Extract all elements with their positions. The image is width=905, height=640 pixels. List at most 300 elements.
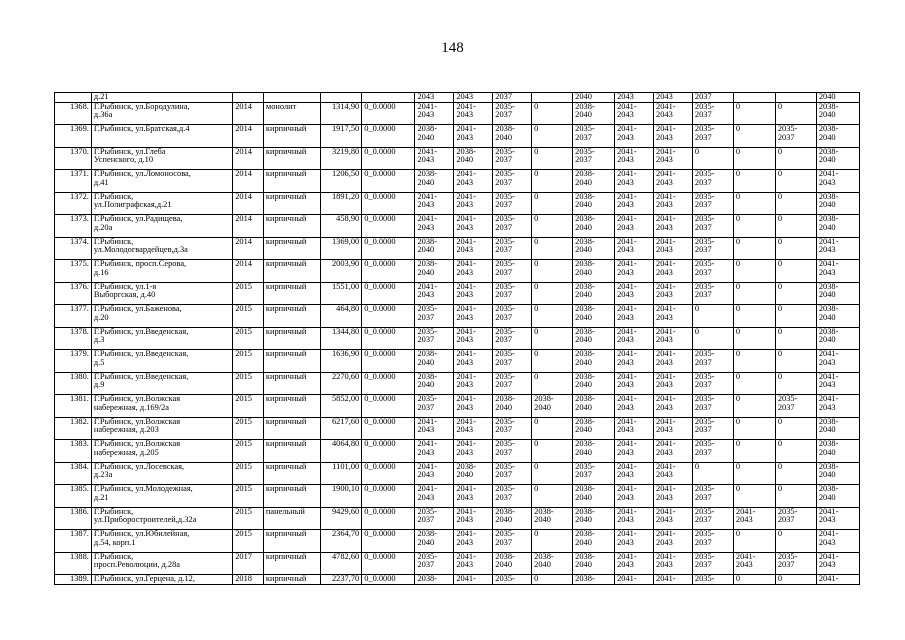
table-cell: Г.Рыбинск, ул.Введенская, д.9	[91, 372, 232, 395]
table-cell: 2041- 2043	[415, 417, 454, 440]
table-cell: 2041- 2043	[816, 170, 859, 193]
table-row	[55, 327, 860, 350]
table-row	[55, 395, 860, 418]
table-cell: 0	[692, 462, 733, 485]
table-cell: 2041- 2043	[816, 260, 859, 283]
table-cell: 0	[733, 395, 775, 418]
table-cell: 2038- 2040	[816, 192, 859, 215]
table-cell: 2038- 2040	[573, 215, 615, 238]
table-cell: Г.Рыбинск, ул.Глеба Успенского, д.10	[91, 147, 232, 170]
table-cell: 2038- 2040	[415, 350, 454, 373]
table-cell: 2041- 2043	[654, 507, 693, 530]
table-cell: 2035- 2037	[692, 125, 733, 148]
table-cell: кирпичный	[263, 575, 320, 585]
table-cell: 2017	[233, 552, 264, 575]
table-cell: 2041- 2043	[615, 530, 654, 553]
table-cell: 2014	[233, 237, 264, 260]
table-cell: 0	[733, 305, 775, 328]
table-cell: 2038- 2040	[573, 507, 615, 530]
table-cell: 0	[733, 462, 775, 485]
table-cell: 2041- 2043	[733, 507, 775, 530]
table-cell: 2041- 2043	[816, 552, 859, 575]
table-cell: 2035- 2037	[692, 237, 733, 260]
table-cell: 0	[532, 305, 573, 328]
table-cell: 2015	[233, 485, 264, 508]
table-cell: 0_0.0000	[362, 260, 415, 283]
table-cell: 0	[733, 102, 775, 125]
table-row	[55, 260, 860, 283]
table-cell: 2038- 2040	[573, 282, 615, 305]
table-cell: 0	[532, 237, 573, 260]
table-cell: 0_0.0000	[362, 102, 415, 125]
table-cell: 2041- 2043	[654, 350, 693, 373]
table-cell: Г.Рыбинск, ул.Приборостроителей,д.32а	[91, 507, 232, 530]
table-cell: 2035- 2037	[493, 215, 532, 238]
table-cell: 2041- 2043	[454, 282, 493, 305]
table-cell: 2014	[233, 192, 264, 215]
table-cell: 2037	[493, 93, 532, 103]
table-cell: 2041- 2043	[654, 192, 693, 215]
table-cell: 0_0.0000	[362, 440, 415, 463]
table-cell: 464,80	[321, 305, 362, 328]
table-cell: 2041- 2043	[654, 485, 693, 508]
table-cell: 0	[692, 327, 733, 350]
table-cell: 2035- 2037	[692, 260, 733, 283]
table-row	[55, 192, 860, 215]
table-cell: 2041- 2043	[615, 350, 654, 373]
table-cell: 0	[775, 215, 816, 238]
table-cell: кирпичный	[263, 462, 320, 485]
table-cell: Г.Рыбинск, ул.Молодежная, д.21	[91, 485, 232, 508]
table-cell	[532, 93, 573, 103]
table-cell: 2038- 2040	[816, 147, 859, 170]
table-cell: 1372.	[55, 192, 92, 215]
table-cell: 0	[775, 260, 816, 283]
table-cell: 2038- 2040	[454, 147, 493, 170]
table-row	[55, 102, 860, 125]
table-cell: 1375.	[55, 260, 92, 283]
table-cell: 2035- 2037	[493, 147, 532, 170]
table-cell: 1378.	[55, 327, 92, 350]
table-cell: 2035- 2037	[493, 327, 532, 350]
table-cell: 2035- 2037	[692, 282, 733, 305]
table-cell: 1382.	[55, 417, 92, 440]
table-cell: 2038- 2040	[816, 327, 859, 350]
table-cell: 2038- 2040	[573, 530, 615, 553]
table-cell: 2038- 2040	[454, 462, 493, 485]
table-cell: 2041- 2043	[415, 440, 454, 463]
table-cell: 2038- 2040	[415, 125, 454, 148]
table-cell: 2041-	[816, 575, 859, 585]
table-cell: 2041- 2043	[615, 552, 654, 575]
table-row	[55, 147, 860, 170]
table-cell: 2014	[233, 215, 264, 238]
table-cell: 2041- 2043	[415, 147, 454, 170]
table-cell: 2041- 2043	[654, 170, 693, 193]
table-cell: 2041- 2043	[454, 215, 493, 238]
table-cell: 1314,90	[321, 102, 362, 125]
table-cell: Г.Рыбинск, просп.Серова, д.16	[91, 260, 232, 283]
table-cell: Г.Рыбинск, ул.Полиграфская,д.21	[91, 192, 232, 215]
table-cell: 1900,10	[321, 485, 362, 508]
table-cell: 2270,60	[321, 372, 362, 395]
table-cell: 2043	[415, 93, 454, 103]
table-cell: 2038- 2040	[816, 282, 859, 305]
table-cell: 0	[733, 282, 775, 305]
table-cell: 1383.	[55, 440, 92, 463]
table-cell: 0	[692, 305, 733, 328]
table-cell: 2015	[233, 417, 264, 440]
table-cell: 0_0.0000	[362, 462, 415, 485]
table-cell: 0	[775, 147, 816, 170]
table-cell: 1368.	[55, 102, 92, 125]
table-cell: 0	[775, 237, 816, 260]
table-cell: 2041- 2043	[816, 507, 859, 530]
table-cell: 0	[733, 440, 775, 463]
table-cell: 2038- 2040	[573, 440, 615, 463]
table-cell: 0_0.0000	[362, 170, 415, 193]
table-cell: 0	[775, 372, 816, 395]
table-cell: 4064,80	[321, 440, 362, 463]
table-cell	[733, 93, 775, 103]
table-cell: Г.Рыбинск, ул.Волжская набережная, д.203	[91, 417, 232, 440]
table-cell: 1389.	[55, 575, 92, 585]
table-cell: 2035- 2037	[692, 530, 733, 553]
table-row	[55, 485, 860, 508]
table-cell: 2041- 2043	[816, 530, 859, 553]
table-cell: 1384.	[55, 462, 92, 485]
table-cell: 458,90	[321, 215, 362, 238]
table-cell: 2364,70	[321, 530, 362, 553]
table-cell: 0	[532, 215, 573, 238]
table-cell: Г.Рыбинск, ул.Баженова, д.20	[91, 305, 232, 328]
housing-repair-schedule-table	[54, 92, 860, 585]
table-cell: 0	[733, 192, 775, 215]
table-cell: кирпичный	[263, 530, 320, 553]
table-cell: 2003,90	[321, 260, 362, 283]
table-cell: 2014	[233, 125, 264, 148]
table-cell: 2041-	[454, 575, 493, 585]
table-cell: 0	[532, 327, 573, 350]
table-cell: 2035- 2037	[415, 395, 454, 418]
table-cell: 0	[733, 147, 775, 170]
table-cell: 2015	[233, 372, 264, 395]
table-cell: 2038- 2040	[816, 305, 859, 328]
table-cell: 2041- 2043	[654, 125, 693, 148]
table-cell: 2035- 2037	[692, 372, 733, 395]
table-cell: 2043	[654, 93, 693, 103]
table-cell: 2014	[233, 170, 264, 193]
table-cell: 2041- 2043	[615, 260, 654, 283]
table-cell: 2041- 2043	[615, 462, 654, 485]
table-row	[55, 372, 860, 395]
table-cell: 0	[733, 260, 775, 283]
table-row	[55, 282, 860, 305]
table-cell: 2041- 2043	[454, 305, 493, 328]
table-cell: 0_0.0000	[362, 192, 415, 215]
table-cell: 2041- 2043	[454, 440, 493, 463]
table-cell: 2035- 2037	[692, 170, 733, 193]
table-cell: 0	[775, 485, 816, 508]
table-cell: 1369,00	[321, 237, 362, 260]
table-cell: 2038- 2040	[415, 237, 454, 260]
table-cell: 0_0.0000	[362, 237, 415, 260]
table-cell: 2041- 2043	[654, 260, 693, 283]
table-cell	[233, 93, 264, 103]
table-cell: 2038- 2040	[415, 372, 454, 395]
table-cell: кирпичный	[263, 192, 320, 215]
table-cell: кирпичный	[263, 147, 320, 170]
table-cell: 2041- 2043	[615, 395, 654, 418]
table-cell	[775, 93, 816, 103]
table-cell: кирпичный	[263, 215, 320, 238]
table-cell: 2035- 2037	[573, 125, 615, 148]
table-cell: Г.Рыбинск, ул.Радищева, д.20а	[91, 215, 232, 238]
table-cell: 1376.	[55, 282, 92, 305]
table-cell: 0	[733, 350, 775, 373]
table-cell: 2038- 2040	[415, 530, 454, 553]
table-cell: 2041- 2043	[654, 530, 693, 553]
table-cell: 2035- 2037	[493, 530, 532, 553]
table-cell: 0	[733, 215, 775, 238]
table-cell: кирпичный	[263, 260, 320, 283]
table-cell: 0_0.0000	[362, 530, 415, 553]
table-cell: 0	[775, 575, 816, 585]
table-cell: 2041- 2043	[615, 215, 654, 238]
table-cell	[263, 93, 320, 103]
table-cell: 1387.	[55, 530, 92, 553]
table-cell: 0	[775, 462, 816, 485]
table-cell: 2035- 2037	[493, 192, 532, 215]
table-cell: 2038- 2040	[493, 395, 532, 418]
table-cell: 2015	[233, 327, 264, 350]
table-cell: 2035- 2037	[415, 507, 454, 530]
table-cell: 0	[733, 237, 775, 260]
table-cell: д.21	[91, 93, 232, 103]
table-cell: 2041-	[654, 575, 693, 585]
table-cell: 2038- 2040	[573, 305, 615, 328]
table-cell: 2041- 2043	[454, 485, 493, 508]
table-cell: 2040	[573, 93, 615, 103]
table-cell: 2038- 2040	[816, 125, 859, 148]
table-cell: 2038- 2040	[493, 125, 532, 148]
table-row	[55, 507, 860, 530]
table-cell: 0	[775, 530, 816, 553]
table-cell: 0_0.0000	[362, 395, 415, 418]
table-cell: 1381.	[55, 395, 92, 418]
table-cell: 0_0.0000	[362, 350, 415, 373]
table-cell: кирпичный	[263, 327, 320, 350]
table-cell: 2035- 2037	[493, 102, 532, 125]
table-cell: Г.Рыбинск, ул.Бородулина, д.36а	[91, 102, 232, 125]
table-cell: 2041- 2043	[454, 125, 493, 148]
table-cell: Г.Рыбинск, ул.Волжская набережная, д.205	[91, 440, 232, 463]
table-cell: 2035- 2037	[692, 417, 733, 440]
table-row	[55, 552, 860, 575]
table-cell: 0	[532, 575, 573, 585]
table-cell: 2041- 2043	[454, 530, 493, 553]
table-cell: 2015	[233, 282, 264, 305]
table-cell: Г.Рыбинск, ул.Введенская, д.3	[91, 327, 232, 350]
table-cell: 2014	[233, 102, 264, 125]
table-cell: кирпичный	[263, 350, 320, 373]
table-cell: 2041-	[615, 575, 654, 585]
table-cell: 2015	[233, 507, 264, 530]
table-cell: 2015	[233, 440, 264, 463]
table-cell: 2041- 2043	[454, 102, 493, 125]
table-cell: 2038- 2040	[573, 417, 615, 440]
table-cell	[362, 93, 415, 103]
table-cell: монолит	[263, 102, 320, 125]
table-cell: 2035- 2037	[493, 350, 532, 373]
table-cell: 0	[775, 170, 816, 193]
table-cell: Г.Рыбинск, ул.Юбилейная, д.54, корп.1	[91, 530, 232, 553]
table-cell: 2038- 2040	[415, 170, 454, 193]
table-cell: 2038-	[573, 575, 615, 585]
table-row	[55, 417, 860, 440]
table-cell: кирпичный	[263, 440, 320, 463]
table-cell: 2041- 2043	[654, 215, 693, 238]
table-cell: 2041- 2043	[454, 327, 493, 350]
table-cell: 2041- 2043	[816, 395, 859, 418]
table-cell: 0	[775, 440, 816, 463]
table-cell: 4782,60	[321, 552, 362, 575]
table-cell: 2041- 2043	[654, 327, 693, 350]
table-cell: 2038- 2040	[573, 350, 615, 373]
table-cell: 0	[532, 125, 573, 148]
table-cell: 2041- 2043	[415, 192, 454, 215]
table-cell: 0_0.0000	[362, 507, 415, 530]
table-cell: 0	[775, 192, 816, 215]
table-cell: 2015	[233, 305, 264, 328]
table-cell: 0	[733, 530, 775, 553]
table-cell: 0	[775, 102, 816, 125]
table-cell	[321, 93, 362, 103]
table-cell: 2038- 2040	[532, 552, 573, 575]
table-cell: 1101,00	[321, 462, 362, 485]
table-cell: 0_0.0000	[362, 215, 415, 238]
table-cell: 2041- 2043	[615, 170, 654, 193]
table-cell: 0	[532, 170, 573, 193]
table-cell: 0_0.0000	[362, 305, 415, 328]
table-cell: 2038- 2040	[816, 215, 859, 238]
table-cell: Г.Рыбинск, ул.1-я Выборгская, д.40	[91, 282, 232, 305]
table-cell: кирпичный	[263, 305, 320, 328]
table-cell: кирпичный	[263, 237, 320, 260]
table-cell: 3219,80	[321, 147, 362, 170]
table-cell: 2041- 2043	[415, 282, 454, 305]
table-cell: 2041- 2043	[454, 260, 493, 283]
table-row	[55, 462, 860, 485]
table-cell: 2035- 2037	[692, 485, 733, 508]
table-cell: 2041- 2043	[654, 552, 693, 575]
table-cell: 2041- 2043	[654, 147, 693, 170]
table-cell: 0	[532, 350, 573, 373]
table-cell: 2035- 2037	[493, 282, 532, 305]
table-cell: 2038- 2040	[816, 462, 859, 485]
table-cell: 6217,60	[321, 417, 362, 440]
table-cell: 0_0.0000	[362, 552, 415, 575]
table-cell: 0_0.0000	[362, 327, 415, 350]
table-cell: 1371.	[55, 170, 92, 193]
table-cell: кирпичный	[263, 485, 320, 508]
table-cell: 2041- 2043	[816, 237, 859, 260]
table-cell: 2038- 2040	[532, 507, 573, 530]
table-cell: 2035- 2037	[493, 440, 532, 463]
table-cell: 2035- 2037	[692, 215, 733, 238]
table-cell: Г.Рыбинск, ул.Молодогвардейцев,д.3а	[91, 237, 232, 260]
table-cell: кирпичный	[263, 417, 320, 440]
table-cell: 2035- 2037	[692, 102, 733, 125]
table-cell: 2038- 2040	[573, 372, 615, 395]
table-cell: 2038- 2040	[493, 507, 532, 530]
table-row	[55, 350, 860, 373]
table-cell: 2041- 2043	[454, 350, 493, 373]
table-cell: 2041- 2043	[615, 282, 654, 305]
table-cell: 0	[532, 530, 573, 553]
table-cell: 1369.	[55, 125, 92, 148]
table-cell: 2035- 2037	[775, 552, 816, 575]
table-cell: 2038- 2040	[573, 192, 615, 215]
table-cell: 2035- 2037	[493, 170, 532, 193]
table-cell: 0_0.0000	[362, 575, 415, 585]
table-cell: кирпичный	[263, 552, 320, 575]
table-cell: 2041- 2043	[654, 305, 693, 328]
table-cell: 0_0.0000	[362, 485, 415, 508]
table-cell: 2040	[816, 93, 859, 103]
table-cell: 2041- 2043	[615, 485, 654, 508]
table-cell: 1374.	[55, 237, 92, 260]
table-cell: 0	[733, 327, 775, 350]
table-cell: 1379.	[55, 350, 92, 373]
table-cell: 2038- 2040	[573, 327, 615, 350]
table-cell: 2041- 2043	[415, 485, 454, 508]
table-cell: 2038- 2040	[532, 395, 573, 418]
table-cell: 0	[733, 372, 775, 395]
table-cell: 2043	[615, 93, 654, 103]
table-cell: 0_0.0000	[362, 125, 415, 148]
table-cell: 2035- 2037	[692, 395, 733, 418]
table-cell: 0	[532, 485, 573, 508]
table-cell: 2041- 2043	[733, 552, 775, 575]
table-cell: 1917,50	[321, 125, 362, 148]
table-cell: 2041- 2043	[816, 372, 859, 395]
table-cell: 2041- 2043	[654, 372, 693, 395]
table-cell: 2035- 2037	[573, 462, 615, 485]
table-cell: 1373.	[55, 215, 92, 238]
table-cell: 2237,70	[321, 575, 362, 585]
table-cell: 2041- 2043	[615, 440, 654, 463]
table-cell: 2041- 2043	[615, 102, 654, 125]
table-cell: 1380.	[55, 372, 92, 395]
table-cell: кирпичный	[263, 395, 320, 418]
table-row	[55, 125, 860, 148]
table-cell: 1370.	[55, 147, 92, 170]
table-row	[55, 93, 860, 103]
table-cell: 2041- 2043	[454, 395, 493, 418]
table-cell: 2035-	[692, 575, 733, 585]
table-cell: 2038- 2040	[493, 552, 532, 575]
table-cell: 1386.	[55, 507, 92, 530]
table-cell: 2041- 2043	[615, 125, 654, 148]
table-cell: 0	[775, 282, 816, 305]
table-cell: 1377.	[55, 305, 92, 328]
table-cell: 2035- 2037	[493, 417, 532, 440]
table-cell: 2041- 2043	[654, 462, 693, 485]
table-cell: 2041- 2043	[454, 237, 493, 260]
table-cell: 2035- 2037	[692, 552, 733, 575]
table-cell: 0	[692, 147, 733, 170]
